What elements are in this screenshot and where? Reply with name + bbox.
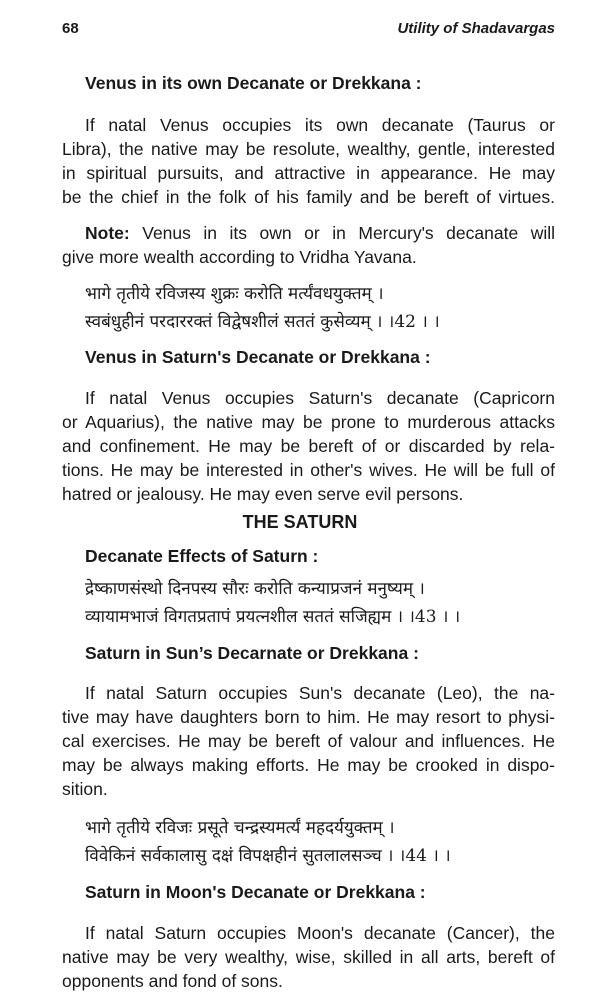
section-heading: Venus in its own Decanate or Drekkana :: [85, 73, 422, 93]
sanskrit-verse: [85, 280, 555, 336]
verse-line: द्रेष्काणसंस्थो दिनपस्य सौरः करोति कन्याप्रजनं मनुष्यम् ।: [85, 579, 425, 599]
section-heading: Saturn in Moon's Decanate or Drekkana :: [85, 882, 426, 902]
sanskrit-verse: [85, 814, 555, 870]
text-line: If natal Venus occupies Saturn's decanate (Capricorn: [85, 388, 555, 408]
text-line: cal exercises. He may be bereft of valour and influences. He: [62, 731, 555, 751]
verse-line: व्यायामभाजं विगतप्रतापं प्रयत्नशील सततं सजिह्यम । ।43 । ।: [85, 607, 461, 627]
sanskrit-verse: [85, 575, 555, 631]
text-line: in spiritual pursuits, and attractive in appearance. He may: [62, 163, 555, 183]
text-line: be the chief in the folk of his family and be bereft of virtues.: [62, 187, 555, 207]
verse-line: स्वबंधुहीनं परदाररक्तं विद्वेषशीलं सततं कुसेव्यम् । ।42 । ।: [85, 312, 440, 332]
text-line: If natal Saturn occupies Sun's decanate (Leo), the na-: [85, 683, 555, 703]
page-number: 68: [62, 20, 79, 37]
paragraph: [62, 113, 555, 209]
running-title: Utility of Shadavargas: [397, 20, 555, 37]
section-heading: Venus in Saturn's Decanate or Drekkana :: [85, 347, 431, 367]
text-line: tions. He may be interested in other's wives. He will be full of: [62, 460, 555, 480]
note: [62, 221, 555, 269]
text-line: sition.: [62, 779, 108, 799]
text-line: [62, 221, 555, 245]
section-heading: Decanate Effects of Saturn :: [85, 546, 319, 566]
text-line: or Aquarius), the native may be prone to murderous attacks: [62, 412, 555, 432]
text-line: native may be very wealthy, wise, skilled in all arts, bereft of: [62, 947, 555, 967]
paragraph: [62, 921, 555, 993]
text-line: tive may have daughters born to him. He may resort to physi-: [62, 707, 555, 727]
note-label: Note:: [85, 223, 130, 243]
chapter-title: THE SATURN: [242, 512, 358, 532]
note-text: Venus in its own or in Mercury's decanate will: [129, 223, 555, 243]
text-line: opponents and fond of sons.: [62, 971, 283, 991]
text-line: If natal Venus occupies its own decanate (Taurus or: [85, 115, 555, 135]
verse-line: भागे तृतीये रविजस्य शुक्रः करोति मर्त्यंवधयुक्तम् ।: [85, 284, 384, 304]
text-line: hatred or jealousy. He may even serve evil persons.: [62, 484, 464, 504]
text-line: If natal Saturn occupies Moon's decanate (Cancer), the: [85, 923, 555, 943]
verse-line: भागे तृतीये रविजः प्रसूते चन्द्रस्यमर्त्यं महदर्ययुक्तम् ।: [85, 818, 395, 838]
text-line: give more wealth according to Vridha Yavana.: [62, 247, 417, 267]
text-line: and confinement. He may be bereft of or discarded by rela-: [62, 436, 555, 456]
paragraph: [62, 681, 555, 801]
verse-line: विवेकिनं सर्वकालासु दक्षं विपक्षहीनं सुतलालसञ्च । ।44 । ।: [85, 846, 451, 866]
text-line: may be always making efforts. He may be crooked in dispo-: [62, 755, 555, 775]
text-line: Libra), the native may be resolute, wealthy, gentle, interested: [62, 139, 555, 159]
paragraph: [62, 386, 555, 506]
section-heading: Saturn in Sun’s Decarnate or Drekkana :: [85, 643, 419, 663]
